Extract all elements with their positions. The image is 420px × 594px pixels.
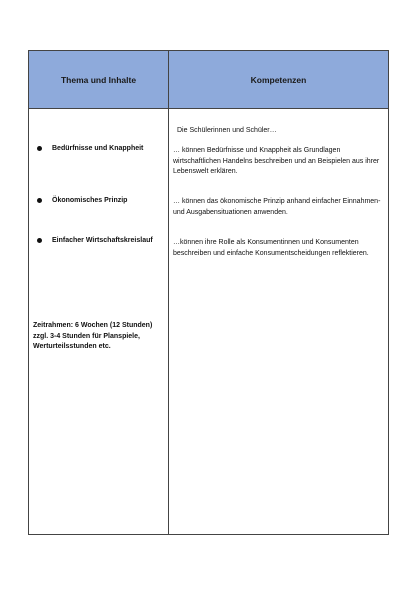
competencies-intro: Die Schülerinnen und Schüler… (177, 127, 277, 134)
topic-item (37, 145, 143, 152)
topic-label: Bedürfnisse und Knappheit (52, 145, 144, 152)
header-topics: Thema und Inhalte (60, 74, 137, 85)
bullet-icon (37, 198, 42, 203)
competency-item: … können das ökonomische Prinzip anhand einfacher Einnahmen- und Ausgabensituationen anwenden. (173, 198, 381, 216)
topic-label: Ökonomisches Prinzip (52, 197, 128, 204)
topic-item (37, 237, 153, 244)
bullet-icon (37, 238, 42, 243)
competency-item: …können ihre Rolle als Konsumentinnen und Konsumenten beschreiben und einfache Konsumentscheidungen reflektieren. (173, 239, 369, 257)
column-divider (168, 51, 169, 534)
bullet-icon (37, 146, 42, 151)
competency-item: … können Bedürfnisse und Knappheit als Grundlagen wirtschaftlichen Handelns beschreiben und an Beispielen aus ihrer Lebenswelt erklären. (173, 147, 380, 175)
curriculum-table (28, 50, 389, 535)
topic-item (37, 197, 127, 204)
timeframe-note: Zeitrahmen: 6 Wochen (12 Stunden) zzgl. 3-4 Stunden für Planspiele, Werturteilsstunden etc. (33, 322, 153, 350)
topic-label: Einfacher Wirtschaftskreislauf (52, 237, 153, 244)
header-competencies: Kompetenzen (250, 74, 307, 85)
